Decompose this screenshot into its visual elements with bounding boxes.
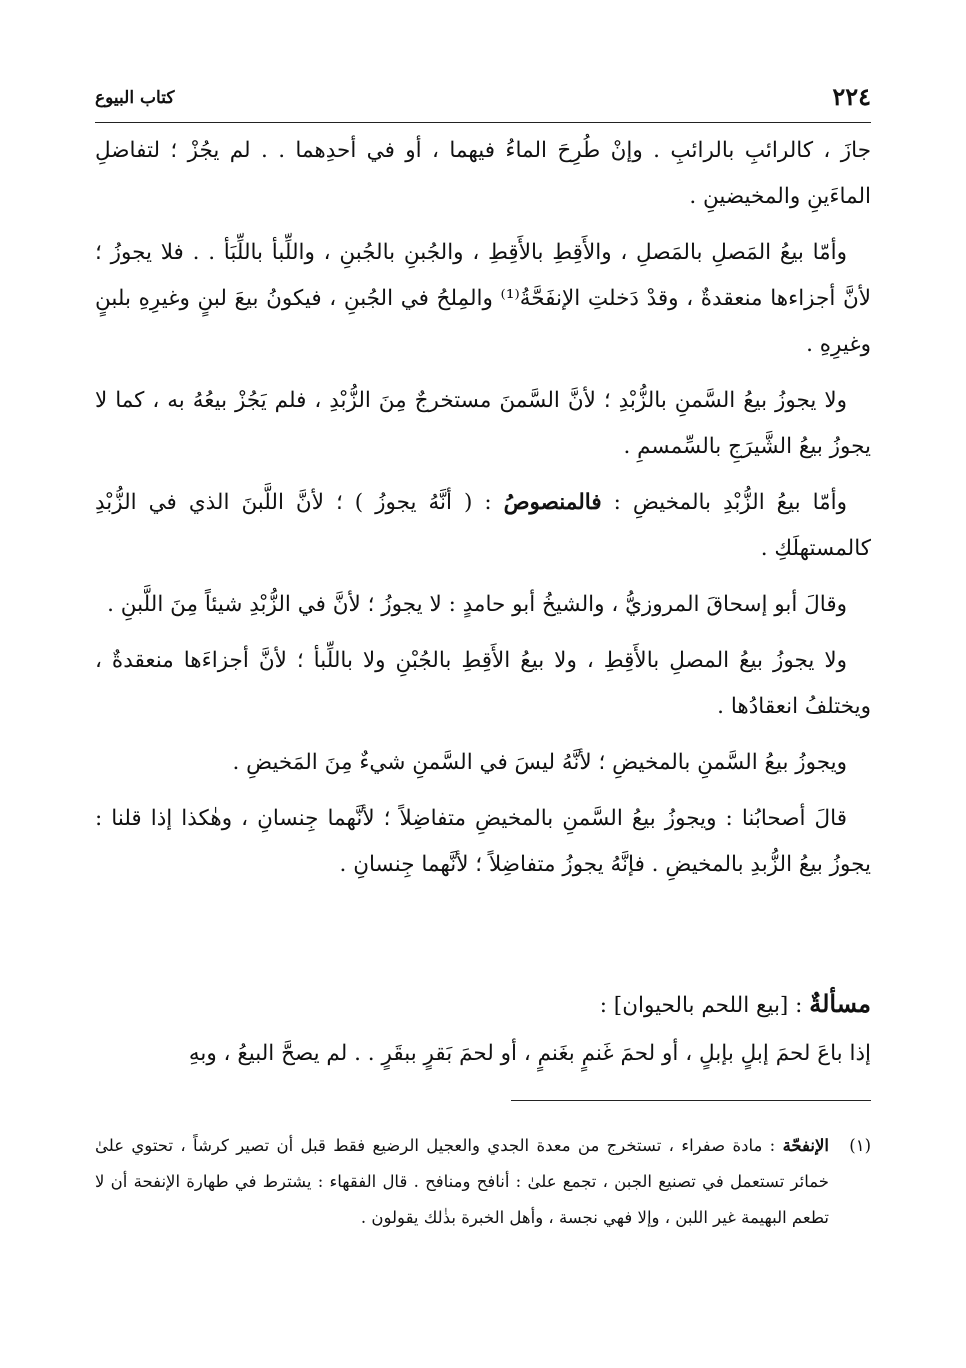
masala-section	[95, 980, 871, 1078]
paragraph-4	[95, 480, 871, 572]
paragraph-4-start: وأمّا بيعُ الزُّبْدِ بالمخيضِ :	[601, 490, 847, 515]
paragraph-4-end: : ( أنَّهُ يجوزُ ) ؛ لأنَّ اللَّبنَ الذي في الزُّبْدِ كالمستهلَكِ .	[95, 490, 871, 561]
footnote-term: الإنفحّة	[782, 1136, 829, 1155]
paragraph-6: ولا يجوزُ بيعُ المصلِ بالأَقِطِ ، ولا بيعُ الأَقِطِ بالجُبْنِ ولا باللِّبأ ؛ لأنَّ أجزاءَها منعقدةٌ ، ويختلفُ انعقادُها .	[95, 648, 871, 719]
paragraph-1: جازَ ، كالرائبِ بالرائبِ . وإنْ طُرِحَ الماءُ فيهما ، أو في أحدِهما . . لم يجُزْ ؛ لتفاضلِ الماءَينِ والمخيضينِ .	[95, 138, 871, 209]
masala-word: مسألةٌ	[809, 989, 871, 1018]
paragraph-2: وأمّا بيعُ المَصلِ بالمَصلِ ، والأَقِطِ بالأَقِطِ ، والجُبنِ بالجُبنِ ، واللِّبأ باللِّبَأ . . فلا يجوزُ ؛ لأنَّ أجزاءها منعقدةٌ ، وقدْ دَخلتِ الإنفَحَّةُ⁽¹⁾ والمِلحُ في الجُبنِ ، فيكونُ بيعَ لبنٍ وغيرِهِ بلبنٍ وغيرِهِ .	[95, 240, 872, 357]
main-text	[95, 128, 871, 898]
paragraph-5: وقالَ أبو إسحاقَ المروزيُّ ، والشيخُ أبو حامدٍ : لا يجوزُ ؛ لأنَّ في الزُّبْدِ شيئاً مِنَ اللَّبنِ .	[107, 592, 847, 617]
masala-heading	[95, 980, 871, 1030]
running-title: كتاب البيوع	[95, 88, 175, 108]
footnote-divider	[511, 1100, 871, 1101]
footnote-number: (١)	[849, 1136, 871, 1155]
paragraph-3: ولا يجوزُ بيعُ السَّمنِ بالزُّبْدِ ؛ لأنَّ السَّمنَ مستخرجٌ مِنَ الزُّبْدِ ، فلم يَجُزْ بيعُهُ به ، كما لا يجوزُ بيعُ الشَّيرَجِ بالسِّمسمِ .	[95, 388, 871, 459]
paragraph-8: قالَ أصحابُنا : ويجوزُ بيعُ السَّمنِ بالمخيضِ متفاضِلاً ؛ لأنَّهما جِنسانِ ، وهٰكذا إذا قلنا : يجوزُ بيعُ الزُّبدِ بالمخيضِ . فإنَّهُ يجوزُ متفاضِلاً ؛ لأنَّهما جِنسانِ .	[95, 806, 871, 877]
footnotes	[95, 1128, 871, 1236]
footnote-1	[95, 1128, 871, 1236]
paragraph-4-bold-term: فالمنصوصُ	[503, 490, 602, 515]
masala-text: إذا باعَ لحمَ إبلٍ بإبلٍ ، أو لحمَ غَنمٍ بغَنمٍ ، أو لحمَ بَقرٍ ببقَرٍ . . لم يصحَّ البيعُ ، وبهِ	[188, 1041, 871, 1066]
masala-heading-text: : [بيع اللحم بالحيوان] :	[599, 993, 810, 1018]
footnote-text: : مادة صفراء ، تستخرج من معدة الجدي والعجيل الرضيع فقط قبل أن تصير كرشاً ، تحتوي علىٰ خمائر تستعمل في تصنيع الجبن ، تجمع علىٰ : أنافح ومنافح . قال الفقهاء : يشترط في طهارة الإنفحة أن لا تطعم البهيمة غير اللبن ، وإلا فهي نجسة ، وأهل الخبرة بذٰلك يقولون .	[95, 1136, 829, 1227]
footnote-body	[95, 1128, 829, 1236]
page-number: ٢٢٤	[832, 82, 871, 111]
page-header	[95, 82, 871, 123]
paragraph-7: ويجوزُ بيعُ السَّمنِ بالمخيضِ ؛ لأنَّهُ ليسَ في السَّمنِ شيءٌ مِنَ المَخيضِ .	[232, 750, 847, 775]
